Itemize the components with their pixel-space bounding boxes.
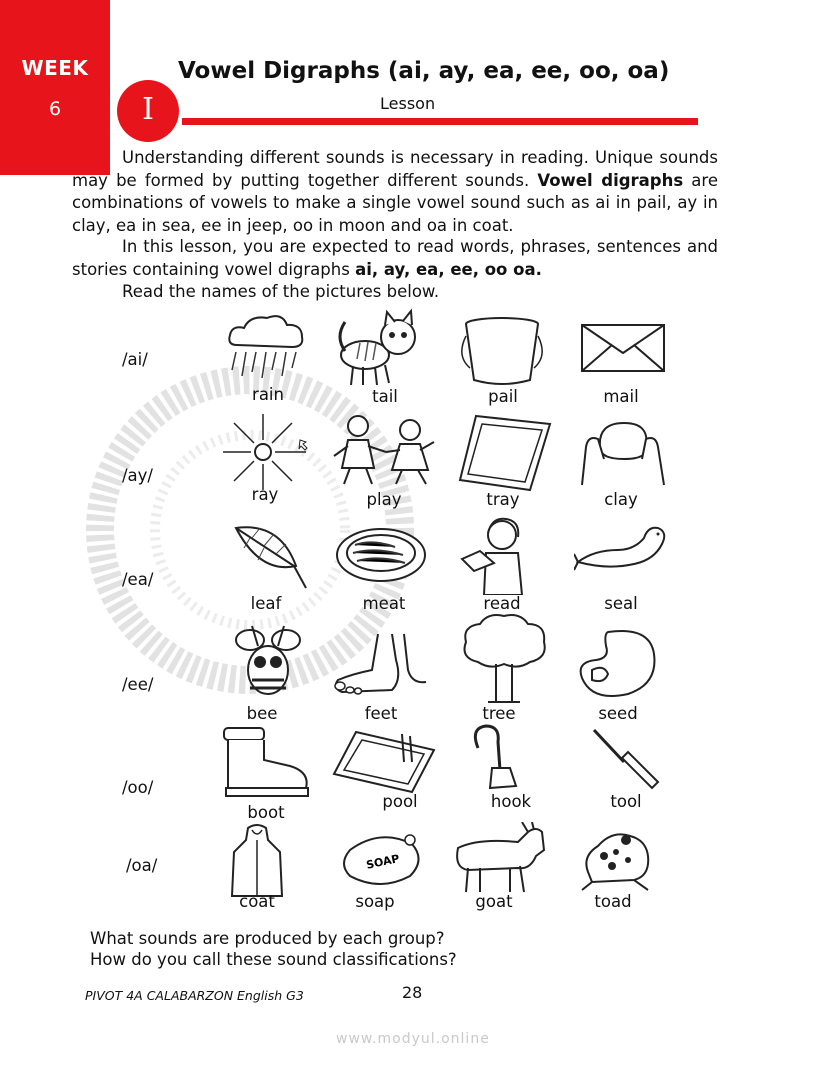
tree-icon [458,612,550,704]
intro-p2-digraphs: ai, ay, ea, ee, oo oa. [355,259,542,279]
word-mail: mail [603,387,639,406]
word-boot: boot [247,803,285,822]
soap-label: SOAP [365,852,401,872]
row-label-oa: /oa/ [126,856,158,875]
pool-icon [332,728,436,794]
word-ray: ray [251,485,279,504]
word-coat: coat [239,892,275,911]
feet-icon [332,630,432,696]
word-feet: feet [364,704,398,723]
row-label-ai: /ai/ [122,350,148,369]
question-1: What sounds are produced by each group? [90,929,445,948]
intro-paragraph-2 [72,236,718,281]
envelope-icon [580,323,666,373]
row-label-ea: /ea/ [122,570,154,589]
row-label-ee: /ee/ [122,675,154,694]
word-tray: tray [486,490,520,509]
word-tail: tail [372,387,398,406]
word-soap: soap [355,892,395,911]
bee-icon [232,620,304,700]
word-pool: pool [382,792,418,811]
word-clay: clay [604,490,638,509]
seal-icon [574,520,670,572]
screwdriver-icon [590,726,660,792]
page-title: Vowel Digraphs (ai, ay, ea, ee, oo, oa) [178,58,670,84]
word-play: play [366,490,402,509]
word-rain: rain [252,385,284,404]
word-goat: goat [475,892,513,911]
word-toad: toad [594,892,632,911]
pail-icon [460,316,545,386]
title-divider [182,118,698,125]
meat-icon [333,525,428,585]
watermark-url: www.modyul.online [336,1031,490,1047]
cat-icon [335,307,420,389]
word-tree: tree [482,704,516,723]
word-seed: seed [598,704,638,723]
intro-p1-term: Vowel digraphs [537,170,684,190]
week-label: WEEK [21,56,89,80]
word-leaf: leaf [250,594,282,613]
intro-p2-text: In this lesson, you are expected to read words, phrases, sentences and stories containing vowel digraphs [72,237,718,279]
intro-p1-text-a: Understanding different sounds is necessary in reading. Unique sounds may be formed by putting together different sounds. [72,148,718,190]
seed-icon [578,628,658,698]
boot-icon [220,726,310,798]
word-pail: pail [488,387,518,406]
word-bee: bee [246,704,278,723]
leaf-icon [230,522,310,592]
soap-icon [340,832,422,888]
goat-icon [448,822,548,894]
intro-paragraph-3: Read the names of the pictures below. [122,282,440,301]
toad-icon [578,826,654,894]
week-number: 6 [48,98,62,120]
intro-p1-text-b: are combinations of vowels to make a single vowel sound such as ai in pail, ay in clay, ea in sea, ee in jeep, oo in moon and oa in coat. [72,170,718,235]
children-playing-icon [330,412,440,487]
footer-source: PIVOT 4A CALABARZON English G3 [85,988,304,1003]
sun-ray-icon [218,412,313,492]
word-read: read [483,594,521,613]
girl-reading-icon [458,515,538,595]
row-label-ay: /ay/ [122,466,153,485]
word-tool: tool [610,792,642,811]
question-2: How do you call these sound classifications? [90,950,457,969]
word-hook: hook [490,792,532,811]
word-seal: seal [604,594,638,613]
word-meat: meat [362,594,406,613]
hook-icon [466,724,526,794]
rain-cloud-icon [222,310,312,385]
intro-paragraph-1 [72,147,718,237]
coat-icon [228,822,286,898]
questions [90,928,457,970]
row-label-oo: /oo/ [122,778,154,797]
lesson-badge: I [117,80,179,142]
clay-icon [578,417,668,487]
page-subtitle: Lesson [380,94,436,113]
tray-icon [458,412,553,494]
page-number: 28 [402,983,423,1002]
